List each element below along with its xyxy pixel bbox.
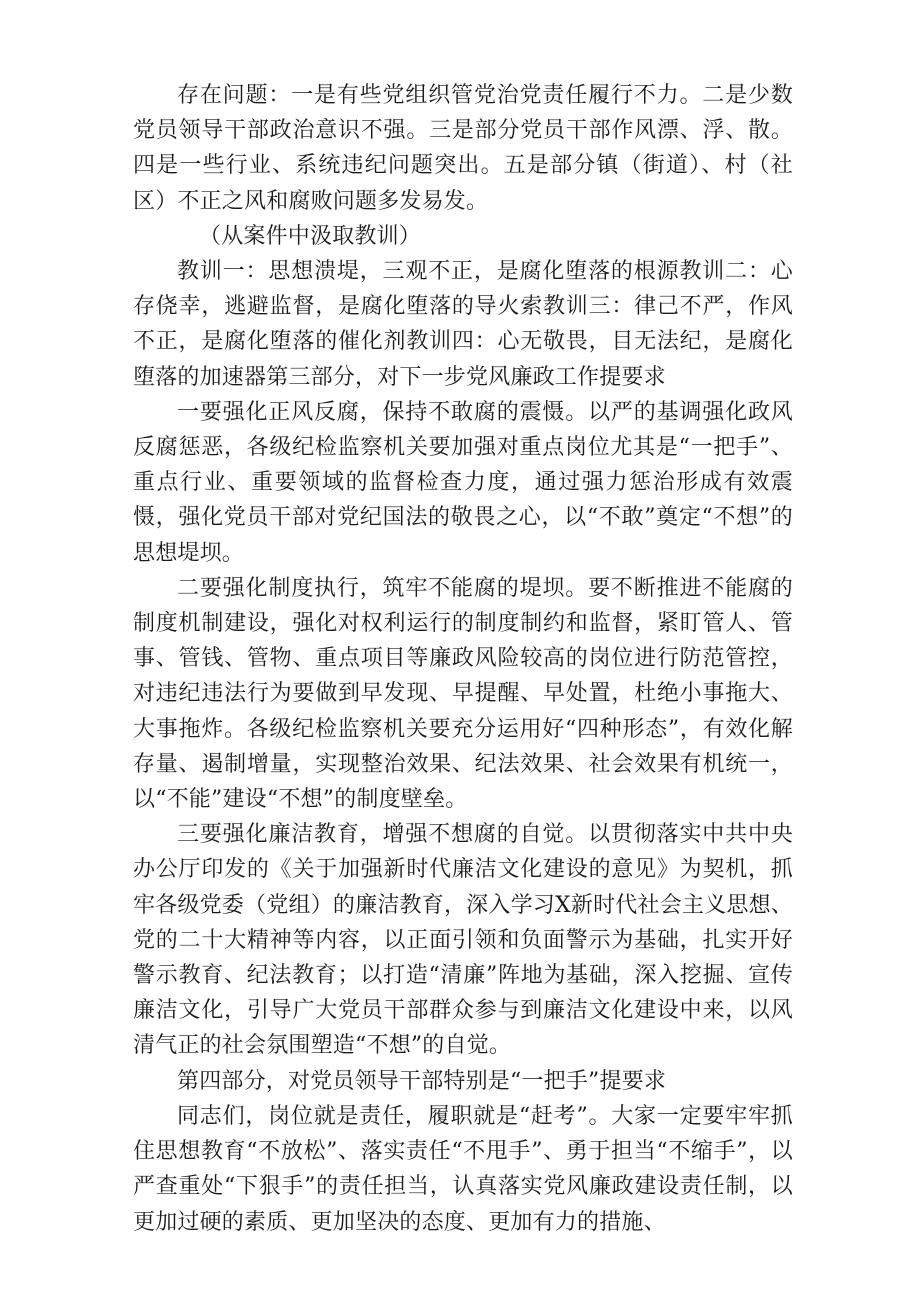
paragraph-requirement-two: 二要强化制度执行，筑牢不能腐的堤坝。要不断推进不能腐的制度机制建设，强化对权利运行的制度制约和监督，紧盯管人、管事、管钱、管物、重点项目等廉政风险较高的岗位进行防范管控，对违纪违法行为要做到早发现、早提醒、早处置，杜绝小事拖大、大事拖炸。各级纪检监察机关要充分运用好“四种形态”，有效化解存量、遏制增量，实现整治效果、纪法效果、社会效果有机统一，以“不能”建设“不想”的制度壁垒。 xyxy=(133,575,793,813)
document-page xyxy=(133,78,793,1240)
paragraph-requirement-one: 一要强化正风反腐，保持不敢腐的震慑。以严的基调强化政风反腐惩恶，各级纪检监察机关要加强对重点岗位尤其是“一把手”、重点行业、重要领域的监督检查力度，通过强力惩治形成有效震慑，强化党员干部对党纪国法的敬畏之心，以“不敢”奠定“不想”的思想堤坝。 xyxy=(133,399,793,566)
paragraph-part-four-heading: 第四部分，对党员领导干部特别是“一把手”提要求 xyxy=(177,1068,667,1094)
paragraph-lessons: 教训一：思想溃堤，三观不正，是腐化堕落的根源教训二：心存侥幸，逃避监督，是腐化堕落的导火索教训三：律己不严，作风不正，是腐化堕落的催化剂教训四：心无敬畏，目无法纪，是腐化堕落的加速器第三部分，对下一步党风廉政工作提要求 xyxy=(133,259,793,390)
paragraph-problems: 存在问题：一是有些党组织管党治党责任履行不力。二是少数党员领导干部政治意识不强。三是部分党员干部作风漂、浮、散。四是一些行业、系统违纪问题突出。五是部分镇（街道）、村（社区）不正之风和腐败问题多发易发。 xyxy=(133,83,793,214)
paragraph-requirement-three: 三要强化廉洁教育，增强不想腐的自觉。以贯彻落实中共中央办公厅印发的《关于加强新时代廉洁文化建设的意见》为契机，抓牢各级党委（党组）的廉洁教育，深入学习X新时代社会主义思想、党的二十大精神等内容，以正面引领和负面警示为基础，扎实开好警示教育、纪法教育；以打造“清廉”阵地为基础，深入挖掘、宣传廉洁文化，引导广大党员干部群众参与到廉洁文化建设中来，以风清气正的社会氛围塑造“不想”的自觉。 xyxy=(133,822,793,1059)
paragraph-closing: 同志们，岗位就是责任，履职就是“赶考”。大家一定要牢牢抓住思想教育“不放松”、落实责任“不甩手”、勇于担当“不缩手”，以严查重处“下狠手”的责任担当，认真落实党风廉政建设责任制，以更加过硬的素质、更加坚决的态度、更加有力的措施、 xyxy=(133,1103,793,1235)
paragraph-lessons-heading: （从案件中汲取教训） xyxy=(199,223,422,249)
